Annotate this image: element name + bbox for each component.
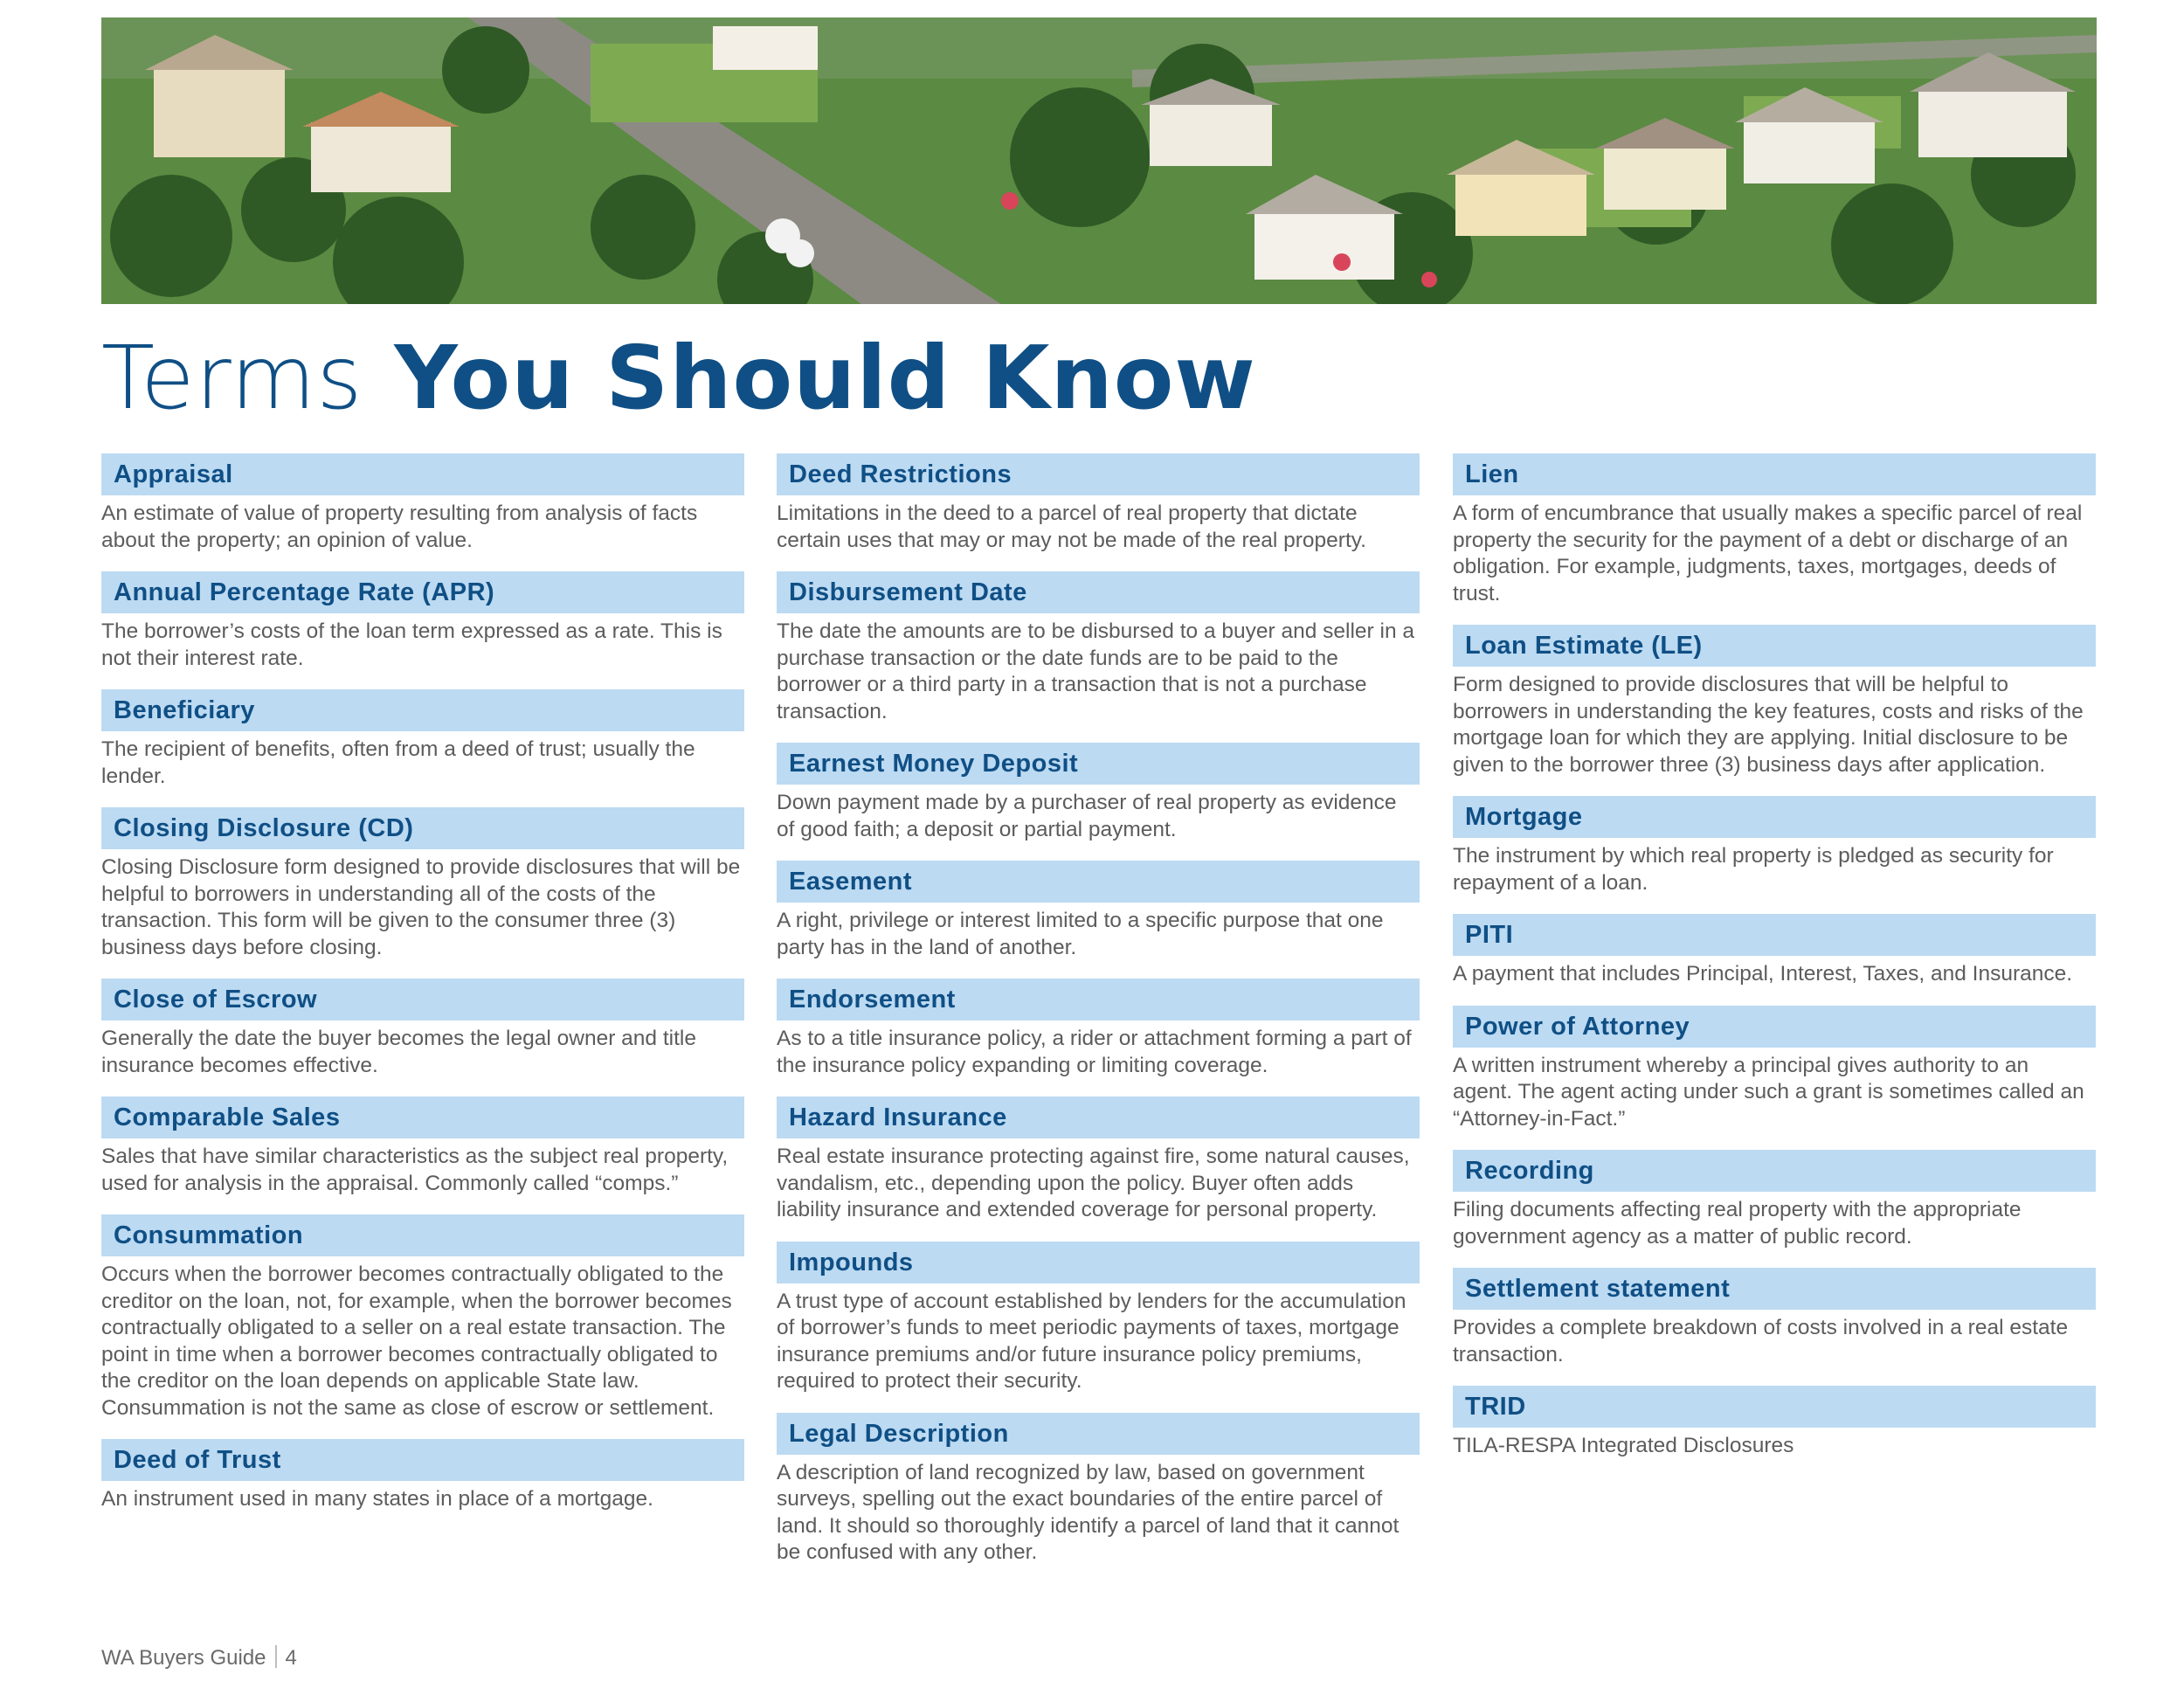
term-definition: Closing Disclosure form designed to provide disclosures that will be helpful to borrowers in understanding all of the costs of the transaction. This form will be given to the consumer three (3) business days before closing. <box>101 855 741 959</box>
page-number: 4 <box>285 1646 297 1670</box>
term-definition: An instrument used in many states in place of a mortgage. <box>101 1487 653 1511</box>
term-heading: Close of Escrow <box>101 979 744 1020</box>
term-definition: The borrower’s costs of the loan term expressed as a rate. This is not their interest rate. <box>101 619 722 670</box>
term-power-of-attorney <box>1453 1006 2096 1133</box>
term-definition: A written instrument whereby a principal gives authority to an agent. The agent acting under such a grant is sometimes called an “Attorney-in-Fact.” <box>1453 1053 2084 1131</box>
term-heading: Settlement statement <box>1453 1268 2096 1310</box>
term-definition: As to a title insurance policy, a rider or attachment forming a part of the insurance policy expanding or limiting coverage. <box>777 1027 1412 1077</box>
term-beneficiary <box>101 689 744 790</box>
term-loan-estimate <box>1453 625 2096 778</box>
term-legal-description <box>777 1413 1420 1567</box>
term-heading: Endorsement <box>777 979 1420 1020</box>
term-disbursement-date <box>777 571 1420 725</box>
page-title-bold: You Should Know <box>394 327 1256 429</box>
term-definition: Occurs when the borrower becomes contractually obligated to the creditor on the loan, not, for example, when the borrower becomes contractually obligated to a seller on a real estate transaction. The point in time when a borrower becomes contractually obligated to the creditor on the loan depends on applicable State law. Consummation is not the same as close of escrow or settlement. <box>101 1263 732 1420</box>
term-appraisal <box>101 453 744 554</box>
term-deed-of-trust <box>101 1439 744 1513</box>
term-recording <box>1453 1150 2096 1250</box>
term-mortgage <box>1453 796 2096 896</box>
aerial-neighborhood-photo-icon <box>101 17 2097 304</box>
term-comparable-sales <box>101 1097 744 1197</box>
term-close-of-escrow <box>101 979 744 1079</box>
terms-column-1 <box>101 453 744 1513</box>
term-definition: A payment that includes Principal, Interest, Taxes, and Insurance. <box>1453 962 2073 986</box>
term-definition: A form of encumbrance that usually makes a specific parcel of real property the security for the payment of a debt or discharge of an obligation. For example, judgments, taxes, mortgages, deeds of trust. <box>1453 502 2083 605</box>
hero-photo <box>101 17 2097 304</box>
term-lien <box>1453 453 2096 607</box>
term-easement <box>777 861 1420 961</box>
term-heading: Comparable Sales <box>101 1097 744 1138</box>
term-apr <box>101 571 744 672</box>
term-closing-disclosure <box>101 807 744 961</box>
term-heading: Deed Restrictions <box>777 453 1420 495</box>
term-definition: Sales that have similar characteristics as the subject real property, used for analysis in the appraisal. Commonly called “comps.” <box>101 1145 729 1195</box>
term-hazard-insurance <box>777 1097 1420 1224</box>
term-definition: TILA-RESPA Integrated Disclosures <box>1453 1434 1794 1457</box>
page-footer <box>101 1644 297 1672</box>
term-piti <box>1453 914 2096 988</box>
term-heading: Closing Disclosure (CD) <box>101 807 744 849</box>
term-heading: Mortgage <box>1453 796 2096 838</box>
term-heading: Lien <box>1453 453 2096 495</box>
term-definition: Limitations in the deed to a parcel of real property that dictate certain uses that may or may not be made of the real property. <box>777 502 1366 552</box>
term-consummation <box>101 1214 744 1422</box>
term-heading: Annual Percentage Rate (APR) <box>101 571 744 613</box>
term-impounds <box>777 1242 1420 1395</box>
term-heading: PITI <box>1453 914 2096 956</box>
footer-divider <box>275 1645 277 1668</box>
term-definition: The recipient of benefits, often from a deed of trust; usually the lender. <box>101 737 695 788</box>
term-definition: A right, privilege or interest limited to a specific purpose that one party has in the land of another. <box>777 909 1384 959</box>
term-earnest-money-deposit <box>777 743 1420 843</box>
term-definition: A description of land recognized by law, based on government surveys, spelling out the exact boundaries of the entire parcel of land. It should so thoroughly identify a parcel of land that it cannot be confused with any other. <box>777 1460 1400 1564</box>
term-heading: Hazard Insurance <box>777 1097 1420 1138</box>
term-heading: Consummation <box>101 1214 744 1256</box>
term-heading: Beneficiary <box>101 689 744 731</box>
page-title <box>101 322 1256 435</box>
term-definition: Filing documents affecting real property with the appropriate government agency as a matter of public record. <box>1453 1198 2022 1249</box>
term-deed-restrictions <box>777 453 1420 554</box>
term-heading: Loan Estimate (LE) <box>1453 625 2096 667</box>
term-heading: TRID <box>1453 1386 2096 1428</box>
term-endorsement <box>777 979 1420 1079</box>
term-definition: A trust type of account established by lenders for the accumulation of borrower’s funds to meet periodic payments of taxes, mortgage insurance premiums and/or future insurance policy premiums, required to protect their security. <box>777 1289 1406 1393</box>
term-heading: Deed of Trust <box>101 1439 744 1481</box>
terms-column-3 <box>1453 453 2096 1460</box>
term-heading: Legal Description <box>777 1413 1420 1455</box>
term-heading: Appraisal <box>101 453 744 495</box>
term-definition: Down payment made by a purchaser of real property as evidence of good faith; a deposit or partial payment. <box>777 791 1397 841</box>
term-settlement-statement <box>1453 1268 2096 1368</box>
page-title-light: Terms <box>101 327 363 429</box>
guide-name: WA Buyers Guide <box>101 1646 266 1670</box>
term-definition: Generally the date the buyer becomes the legal owner and title insurance becomes effective. <box>101 1027 696 1077</box>
term-heading: Power of Attorney <box>1453 1006 2096 1048</box>
term-definition: The date the amounts are to be disbursed to a buyer and seller in a purchase transaction or the date funds are to be paid to the borrower or a third party in a transaction that is not a purchase transaction. <box>777 619 1415 723</box>
term-definition: The instrument by which real property is pledged as security for repayment of a loan. <box>1453 844 2054 895</box>
term-heading: Easement <box>777 861 1420 903</box>
term-trid <box>1453 1386 2096 1460</box>
term-definition: Form designed to provide disclosures that will be helpful to borrowers in understanding the key features, costs and risks of the mortgage loan for which they are applying. Initial disclosure to be given to the borrower three (3) business days after application. <box>1453 673 2084 777</box>
terms-column-2 <box>777 453 1420 1567</box>
term-heading: Disbursement Date <box>777 571 1420 613</box>
term-definition: Real estate insurance protecting against fire, some natural causes, vandalism, etc., depending upon the policy. Buyer often adds liability insurance and extended coverage for personal property. <box>777 1145 1410 1221</box>
term-heading: Recording <box>1453 1150 2096 1192</box>
term-definition: An estimate of value of property resulting from analysis of facts about the property; an opinion of value. <box>101 502 698 552</box>
term-heading: Earnest Money Deposit <box>777 743 1420 785</box>
term-heading: Impounds <box>777 1242 1420 1283</box>
term-definition: Provides a complete breakdown of costs involved in a real estate transaction. <box>1453 1316 2069 1366</box>
